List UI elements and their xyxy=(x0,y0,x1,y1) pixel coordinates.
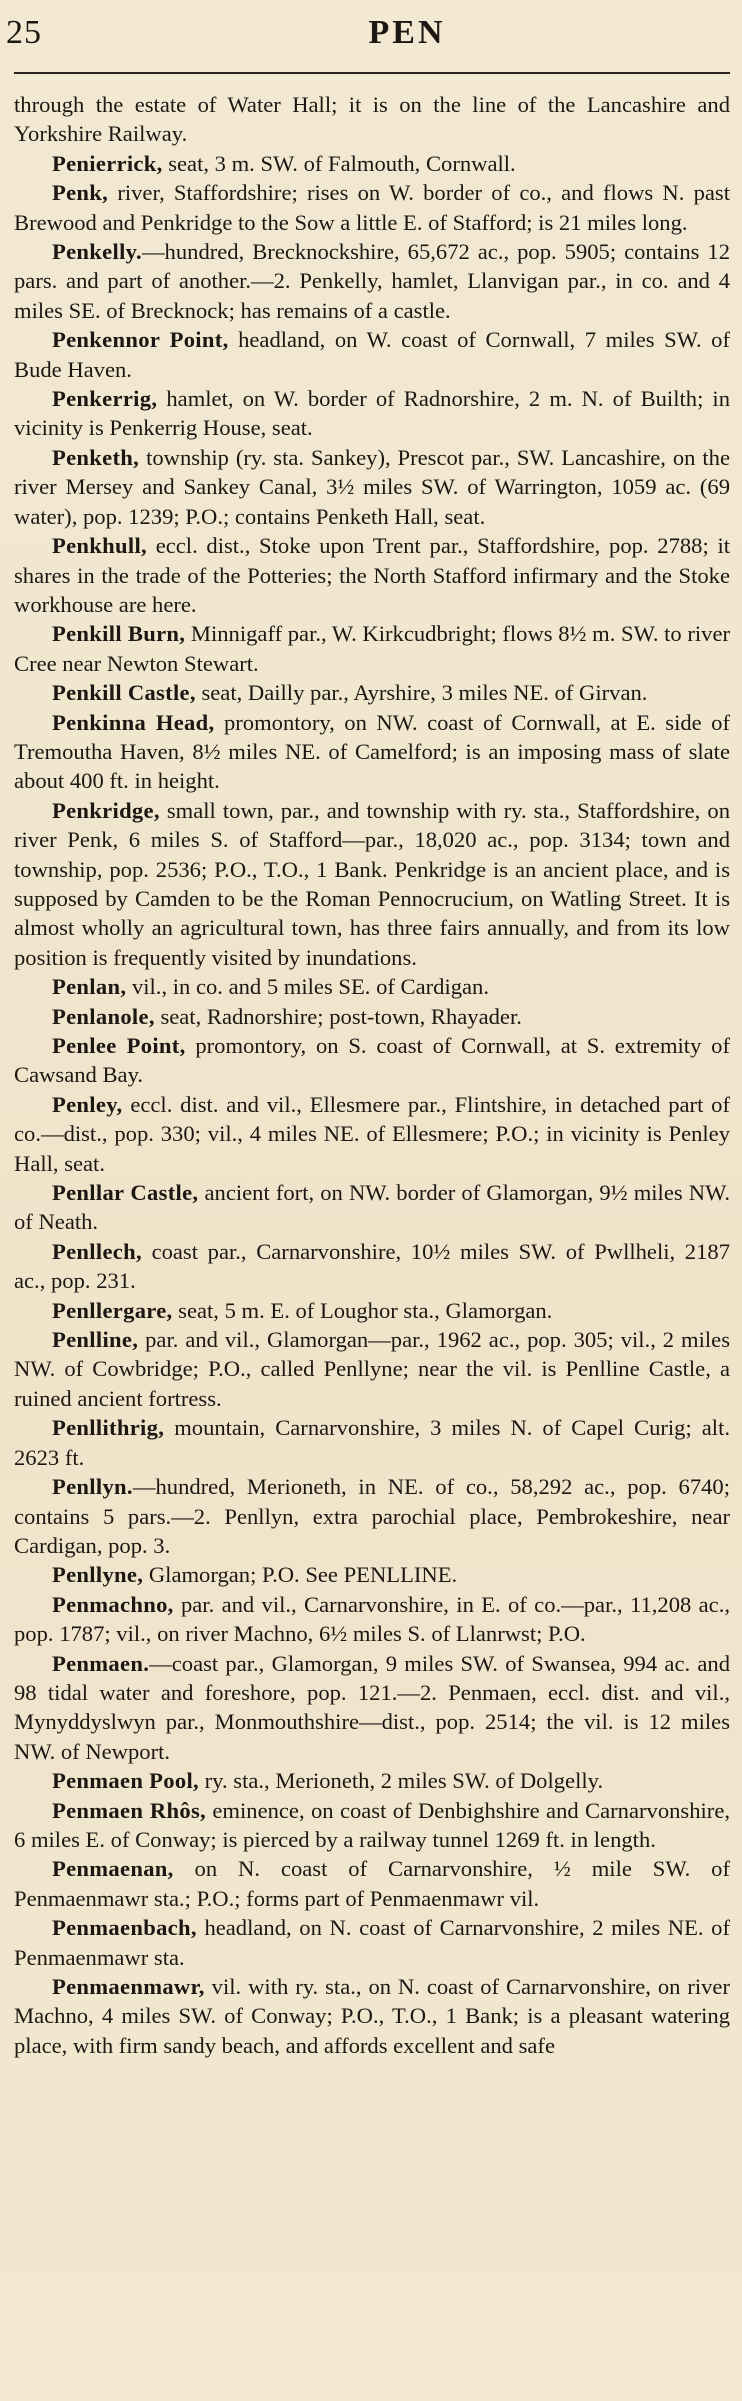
entry-list xyxy=(14,90,730,2060)
gazetteer-entry xyxy=(14,1560,730,1589)
gazetteer-entry xyxy=(14,1913,730,1972)
entry-headword: Penmaenmawr, xyxy=(52,1974,205,1999)
entry-text: seat, Radnorshire; post-town, Rhayader. xyxy=(154,1003,522,1029)
guide-word: PEN xyxy=(368,14,446,51)
entry-headword: Penmaenan, xyxy=(52,1856,174,1882)
entry-headword: Penmaenbach, xyxy=(52,1915,197,1941)
gazetteer-entry xyxy=(14,237,730,325)
entry-headword: Penley, xyxy=(52,1091,123,1117)
entry-text: Minnigaff par., W. Kirkcudbright; flows 8½ m. SW. to river Cree near Newton Stewart. xyxy=(14,621,730,676)
entry-text: coast par., Carnarvonshire, 10½ miles SW. of Pwllheli, 2187 ac., pop. 231. xyxy=(14,1238,730,1294)
entry-headword: Penkhull, xyxy=(52,533,147,559)
gazetteer-entry xyxy=(14,1178,730,1237)
entry-text: on N. coast of Carnarvonshire, ½ mile SW. of Penmaenmawr sta.; P.O.; forms part of Penmaenmawr vil. xyxy=(14,1856,730,1911)
gazetteer-entry xyxy=(14,1325,730,1413)
entry-text: hamlet, on W. border of Radnorshire, 2 m. N. of Builth; in vicinity is Penkerrig House, seat. xyxy=(14,386,730,441)
gazetteer-entry xyxy=(14,1796,730,1855)
gazetteer-entry xyxy=(14,90,730,149)
entry-headword: Penmaen. xyxy=(52,1650,150,1676)
running-head xyxy=(6,0,730,74)
entry-headword: Penlline, xyxy=(52,1327,139,1353)
gazetteer-entry xyxy=(14,1237,730,1296)
entry-headword: Penlan, xyxy=(52,974,127,1000)
gazetteer-entry xyxy=(14,796,730,972)
gazetteer-entry xyxy=(14,1031,730,1090)
entry-text: headland, on W. coast of Cornwall, 7 miles SW. of Bude Haven. xyxy=(14,327,730,382)
entry-text: —coast par., Glamorgan, 9 miles SW. of Swansea, 994 ac. and 98 tidal water and foreshore, pop. 121.—2. Penmaen, eccl. dist. and vil., Mynyddyslwyn par., Monmouthshire—dist., pop. 2514; the vil. is 12 miles NW. of Newport. xyxy=(14,1650,730,1764)
entry-text: eccl. dist., Stoke upon Trent par., Staffordshire, pop. 2788; it shares in the trade of the Potteries; the North Stafford infirmary and the Stoke workhouse are here. xyxy=(14,533,730,617)
entry-text: promontory, on NW. coast of Cornwall, at E. side of Tremoutha Haven, 8½ miles NE. of Camelford; is an imposing mass of slate about 400 ft. in height. xyxy=(14,709,730,794)
entry-headword: Penmaen Rhôs, xyxy=(52,1797,207,1823)
entry-text: river, Staffordshire; rises on W. border of co., and flows N. past Brewood and Penkridge to the Sow a little E. of Stafford; is 21 miles long. xyxy=(14,180,730,235)
gazetteer-entry xyxy=(14,1972,730,2060)
gazetteer-entry xyxy=(14,149,730,178)
entry-text: ry. sta., Merioneth, 2 miles SW. of Dolgelly. xyxy=(198,1768,604,1794)
entry-headword: Penmachno, xyxy=(52,1591,174,1617)
entry-text: vil., in co. and 5 miles SE. of Cardigan. xyxy=(126,974,489,1000)
gazetteer-entry xyxy=(14,443,730,531)
gazetteer-entry xyxy=(14,1002,730,1031)
entry-headword: Penkennor Point, xyxy=(52,327,229,353)
gazetteer-entry xyxy=(14,1296,730,1325)
entry-headword: Penkerrig, xyxy=(52,386,158,412)
entry-headword: Penierrick, xyxy=(52,150,163,176)
entry-text: seat, Dailly par., Ayrshire, 3 miles NE. of Girvan. xyxy=(195,680,648,706)
entry-headword: Penlanole, xyxy=(52,1003,155,1029)
entry-headword: Penkelly. xyxy=(52,239,142,265)
gazetteer-entry xyxy=(14,1413,730,1472)
entry-headword: Penketh, xyxy=(52,444,140,470)
entry-text: eccl. dist. and vil., Ellesmere par., Flintshire, in detached part of co.—dist., pop. 330; vil., 4 miles NE. of Ellesmere; P.O.; in vicinity is Penley Hall, seat. xyxy=(14,1091,730,1176)
entry-headword: Penllar Castle, xyxy=(52,1180,199,1206)
entry-text: par. and vil., Glamorgan—par., 1962 ac., pop. 305; vil., 2 miles NW. of Cowbridge; P.O., called Penllyne; near the vil. is Penlline Castle, a ruined ancient fortress. xyxy=(14,1327,730,1411)
page-number: 25 xyxy=(6,14,42,51)
entry-text: Glamorgan; P.O. See PENLLINE. xyxy=(143,1562,458,1588)
entry-headword: Penllech, xyxy=(52,1238,142,1264)
entry-text: small town, par., and township with ry. sta., Staffordshire, on river Penk, 6 miles S. of Stafford—par., 18,020 ac., pop. 3134; town and township, pop. 2536; P.O., T.O., 1 Bank. Penkridge is an ancient place, and is supposed by Camden to be the Roman Pennocrucium, on Watling Street. It is almost wholly an agricultural town, has three fairs annually, and from its low position is frequently visited by inundations. xyxy=(14,797,730,970)
entry-text: promontory, on S. coast of Cornwall, at S. extremity of Cawsand Bay. xyxy=(14,1033,730,1088)
gazetteer-entry xyxy=(14,1472,730,1560)
entry-text: seat, 5 m. E. of Loughor sta., Glamorgan. xyxy=(172,1297,553,1323)
entry-text: —hundred, Merioneth, in NE. of co., 58,292 ac., pop. 6740; contains 5 pars.—2. Penllyn, extra parochial place, Pembrokeshire, near Cardigan, pop. 3. xyxy=(14,1474,730,1558)
gazetteer-entry xyxy=(14,384,730,443)
gazetteer-entry xyxy=(14,678,730,707)
gazetteer-entry xyxy=(14,1090,730,1178)
gazetteer-entry xyxy=(14,325,730,384)
entry-headword: Penllergare, xyxy=(52,1297,173,1323)
entry-headword: Penllyne, xyxy=(52,1562,144,1588)
entry-headword: Penkill Castle, xyxy=(52,680,196,706)
gazetteer-entry xyxy=(14,1649,730,1767)
entry-text: par. and vil., Carnarvonshire, in E. of co.—par., 11,208 ac., pop. 1787; vil., on river Machno, 6½ miles S. of Llanrwst; P.O. xyxy=(14,1591,730,1647)
entry-headword: Penlee Point, xyxy=(52,1033,186,1058)
entry-headword: Penkill Burn, xyxy=(52,621,186,647)
gazetteer-entry xyxy=(14,531,730,619)
gazetteer-entry xyxy=(14,178,730,237)
entry-headword: Penllyn. xyxy=(52,1474,133,1500)
entry-headword: Penkridge, xyxy=(52,797,160,823)
entry-headword: Penmaen Pool, xyxy=(52,1768,199,1794)
gazetteer-entry xyxy=(14,1766,730,1795)
entry-headword: Penk, xyxy=(52,180,109,206)
entry-text: township (ry. sta. Sankey), Prescot par., SW. Lancashire, on the river Mersey and Sankey Canal, 3½ miles SW. of Warrington, 1059 ac. (69 water), pop. 1239; P.O.; contains Penketh Hall, seat. xyxy=(14,444,730,529)
entry-text: —hundred, Brecknockshire, 65,672 ac., pop. 5905; contains 12 pars. and part of another.—2. Penkelly, hamlet, Llanvigan par., in co. and 4 miles SE. of Brecknock; has remains of a castle. xyxy=(14,239,730,323)
entry-text: vil. with ry. sta., on N. coast of Carnarvonshire, on river Machno, 4 miles SW. of Conway; P.O., T.O., 1 Bank; is a pleasant watering place, with firm sandy beach, and affords excellent and safe xyxy=(14,1974,730,2058)
gazetteer-entry xyxy=(14,972,730,1001)
gazetteer-entry xyxy=(14,708,730,796)
entry-text: mountain, Carnarvonshire, 3 miles N. of Capel Curig; alt. 2623 ft. xyxy=(14,1415,730,1470)
gazetteer-entry xyxy=(14,619,730,678)
entry-headword: Penllithrig, xyxy=(52,1415,165,1441)
entry-text: eminence, on coast of Denbighshire and Carnarvonshire, 6 miles E. of Conway; is pierced by a railway tunnel 1269 ft. in length. xyxy=(14,1797,730,1852)
entry-text: ancient fort, on NW. border of Glamorgan, 9½ miles NW. of Neath. xyxy=(14,1180,730,1235)
entry-text: headland, on N. coast of Carnarvonshire, 2 miles NE. of Penmaenmawr sta. xyxy=(14,1915,730,1970)
gazetteer-entry xyxy=(14,1854,730,1913)
gazetteer-entry xyxy=(14,1590,730,1649)
entry-headword: Penkinna Head, xyxy=(52,709,215,735)
entry-text: seat, 3 m. SW. of Falmouth, Cornwall. xyxy=(162,150,516,176)
entry-text: through the estate of Water Hall; it is on the line of the Lancashire and Yorkshire Railway. xyxy=(14,92,730,147)
